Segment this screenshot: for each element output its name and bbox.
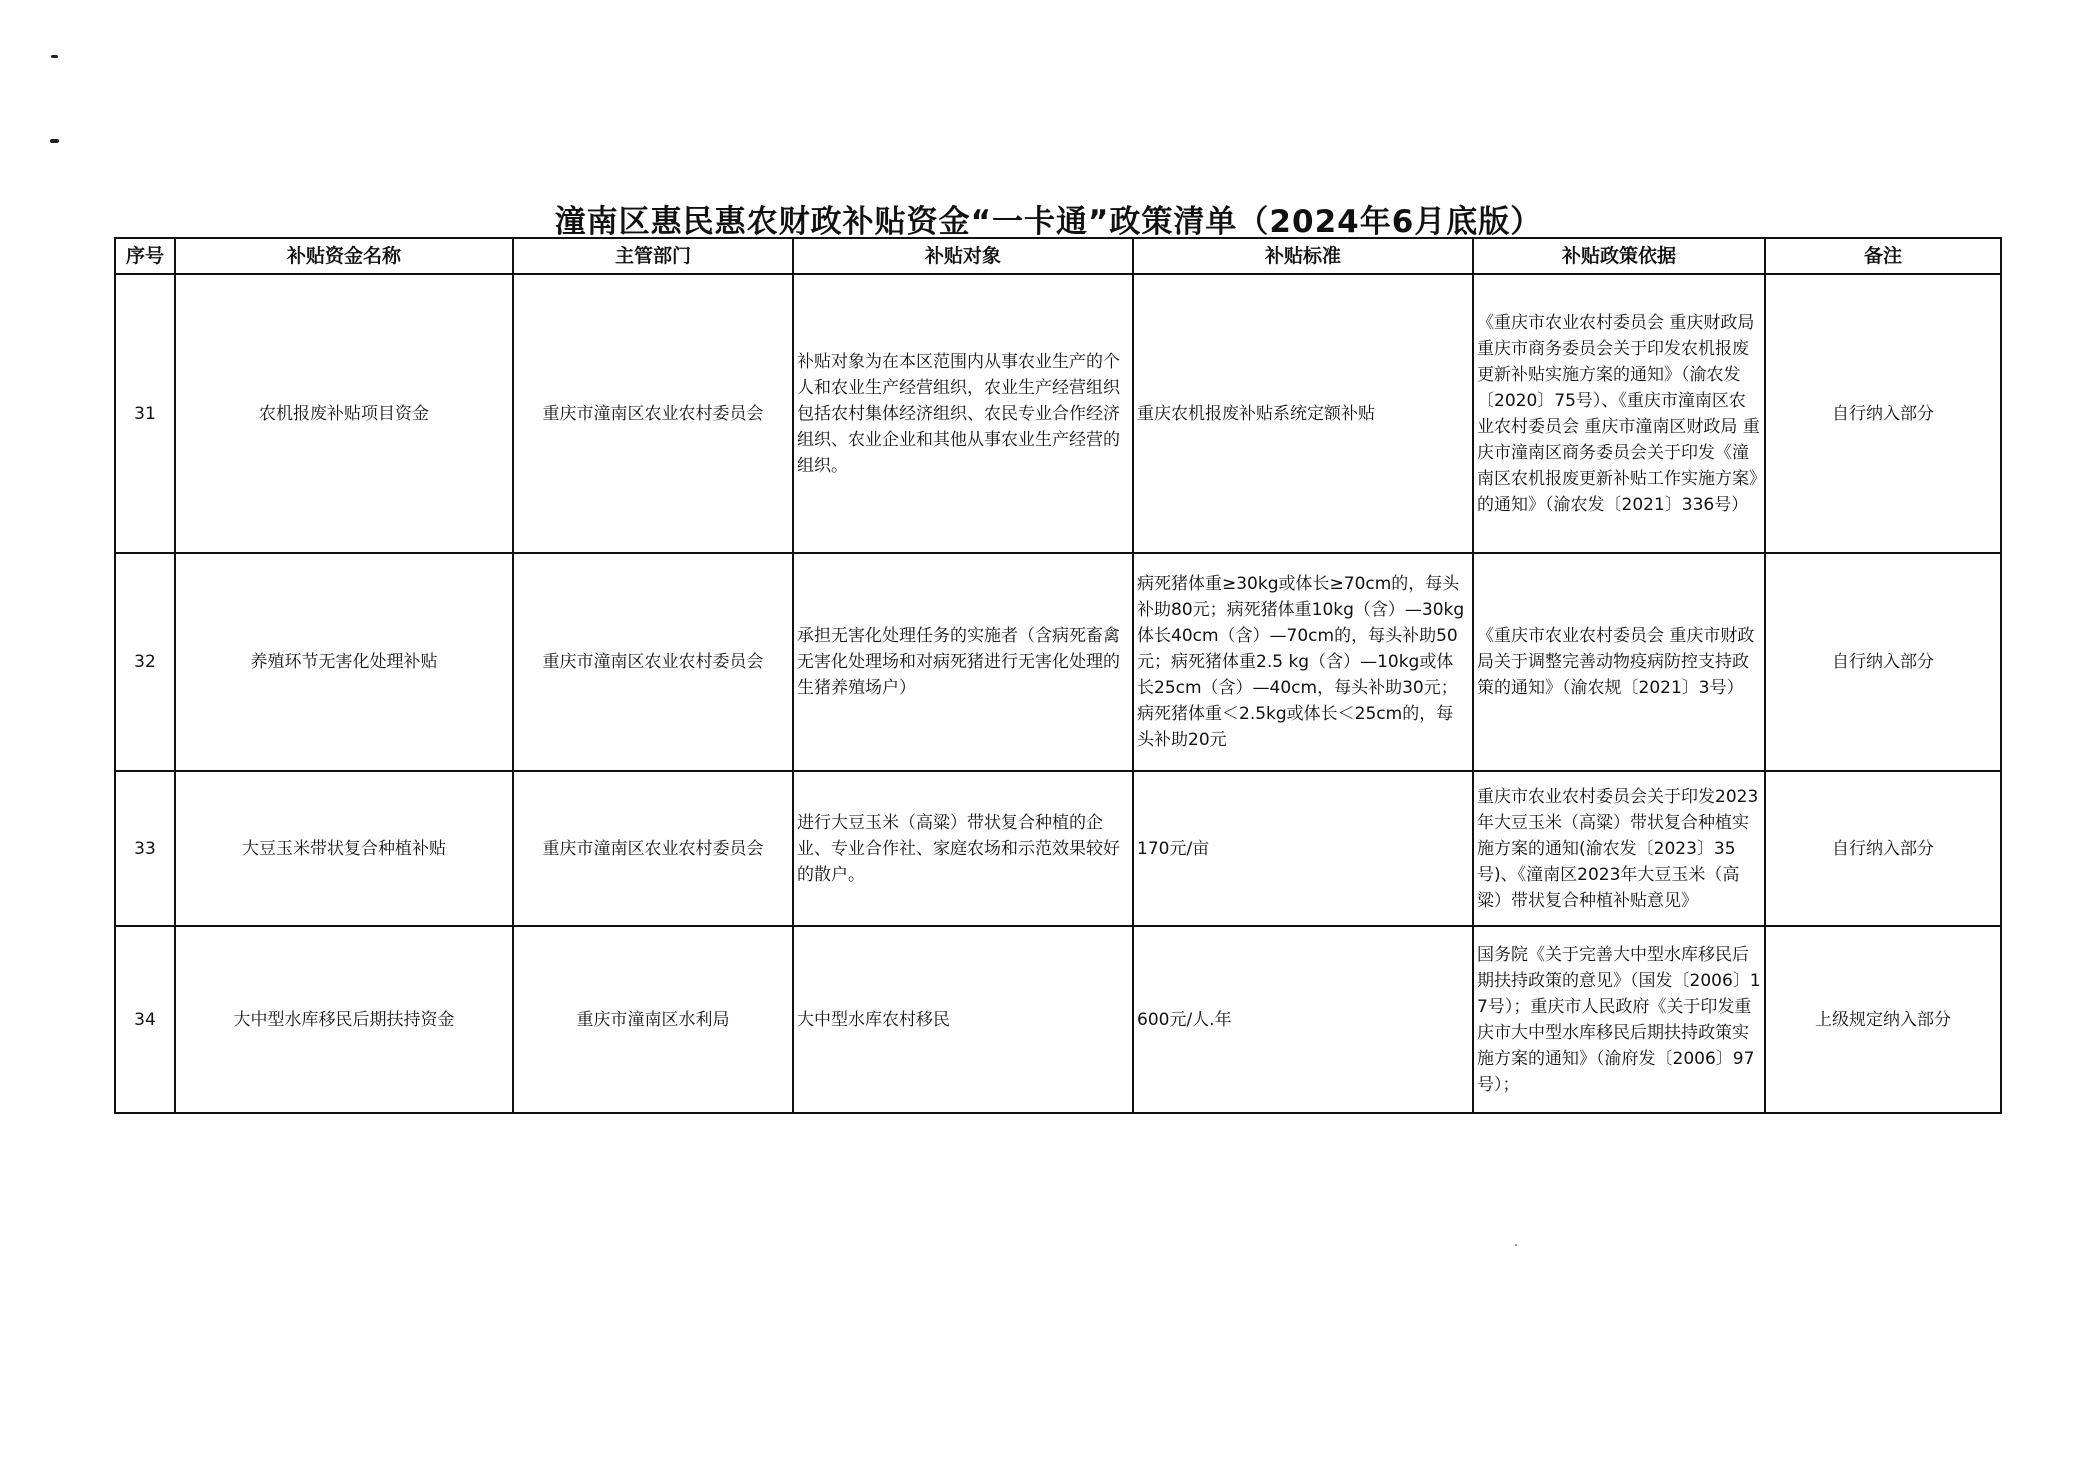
cell-standard: 重庆农机报废补贴系统定额补贴	[1133, 274, 1473, 553]
table-header-row	[115, 238, 2001, 274]
cell-name: 大中型水库移民后期扶持资金	[175, 926, 513, 1113]
cell-dept: 重庆市潼南区水利局	[513, 926, 793, 1113]
scan-speck-1	[51, 55, 58, 58]
header-dept: 主管部门	[513, 238, 793, 274]
cell-note: 上级规定纳入部分	[1765, 926, 2001, 1113]
cell-note: 自行纳入部分	[1765, 274, 2001, 553]
cell-dept: 重庆市潼南区农业农村委员会	[513, 274, 793, 553]
table-row	[115, 771, 2001, 926]
cell-standard: 170元/亩	[1133, 771, 1473, 926]
policy-table	[114, 237, 2002, 1114]
scan-speck-2	[50, 139, 59, 143]
cell-target: 进行大豆玉米（高粱）带状复合种植的企业、专业合作社、家庭农场和示范效果较好的散户。	[793, 771, 1133, 926]
cell-basis: 重庆市农业农村委员会关于印发2023年大豆玉米（高粱）带状复合种植实施方案的通知(渝农发〔2023〕35号)、《潼南区2023年大豆玉米（高粱）带状复合种植补贴意见》	[1473, 771, 1765, 926]
cell-seq: 32	[115, 553, 175, 771]
scan-dot	[1515, 1244, 1517, 1246]
cell-target: 大中型水库农村移民	[793, 926, 1133, 1113]
cell-dept: 重庆市潼南区农业农村委员会	[513, 771, 793, 926]
cell-basis: 《重庆市农业农村委员会 重庆财政局重庆市商务委员会关于印发农机报废更新补贴实施方案的通知》（渝农发〔2020〕75号）、《重庆市潼南区农业农村委员会 重庆市潼南区财政局 重庆市潼南区商务委员会关于印发《潼南区农机报废更新补贴工作实施方案》的通知》（渝农发〔2021〕336号）	[1473, 274, 1765, 553]
cell-seq: 33	[115, 771, 175, 926]
cell-standard: 600元/人.年	[1133, 926, 1473, 1113]
header-note: 备注	[1765, 238, 2001, 274]
cell-note: 自行纳入部分	[1765, 771, 2001, 926]
header-name: 补贴资金名称	[175, 238, 513, 274]
cell-seq: 31	[115, 274, 175, 553]
cell-basis: 《重庆市农业农村委员会 重庆市财政局关于调整完善动物疫病防控支持政策的通知》（渝农规〔2021〕3号）	[1473, 553, 1765, 771]
header-target: 补贴对象	[793, 238, 1133, 274]
cell-seq: 34	[115, 926, 175, 1113]
table-row	[115, 274, 2001, 553]
cell-name: 养殖环节无害化处理补贴	[175, 553, 513, 771]
document-title: 潼南区惠民惠农财政补贴资金“一卡通”政策清单（2024年6月底版）	[554, 204, 1543, 240]
table-row	[115, 553, 2001, 771]
cell-name: 农机报废补贴项目资金	[175, 274, 513, 553]
cell-dept: 重庆市潼南区农业农村委员会	[513, 553, 793, 771]
cell-basis: 国务院《关于完善大中型水库移民后期扶持政策的意见》（国发〔2006〕17号）；重庆市人民政府《关于印发重庆市大中型水库移民后期扶持政策实施方案的通知》（渝府发〔2006〕97号）；	[1473, 926, 1765, 1113]
cell-target: 补贴对象为在本区范围内从事农业生产的个人和农业生产经营组织，农业生产经营组织包括农村集体经济组织、农民专业合作经济组织、农业企业和其他从事农业生产经营的组织。	[793, 274, 1133, 553]
cell-standard: 病死猪体重≥30kg或体长≥70cm的，每头补助80元；病死猪体重10kg（含）—30kg体长40cm（含）—70cm的，每头补助50元；病死猪体重2.5 kg（含）—10kg或体长25cm（含）—40cm，每头补助30元；病死猪体重＜2.5kg或体长＜25cm的，每头补助20元	[1133, 553, 1473, 771]
cell-name: 大豆玉米带状复合种植补贴	[175, 771, 513, 926]
header-seq: 序号	[115, 238, 175, 274]
header-basis: 补贴政策依据	[1473, 238, 1765, 274]
cell-target: 承担无害化处理任务的实施者（含病死畜禽无害化处理场和对病死猪进行无害化处理的生猪养殖场户）	[793, 553, 1133, 771]
cell-note: 自行纳入部分	[1765, 553, 2001, 771]
header-standard: 补贴标准	[1133, 238, 1473, 274]
table-row	[115, 926, 2001, 1113]
